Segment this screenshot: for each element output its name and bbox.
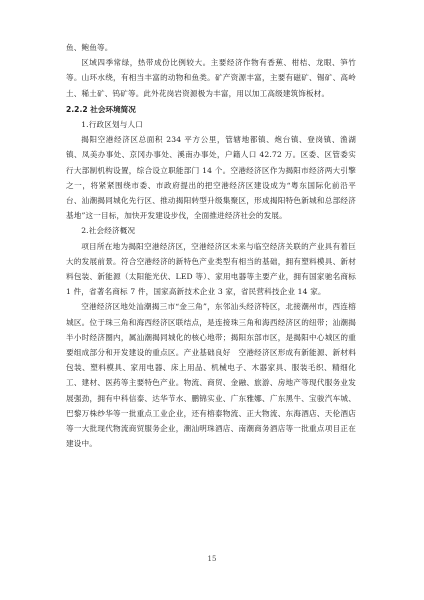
paragraph-administrative-division: 揭阳空港经济区总面积 234 平方公里，管辖地都镇、炮台镇、登岗镇、渔湖镇、凤美办事处、京冈办事处、溪南办事处，户籍人口 42.72 万。区委、区管委实行大部制机构设置，综合设立职能部门 14 个。空港经济区作为揭阳市经济两大引擎之一，将紧紧围绕市委、市政府提出的把空港经济区建设成为“粤东国际化前沿平台、汕潮揭同城化先行区、推动揭阳转型升级集聚区，形成揭阳特色新城和总部经济基地”这一目标，加快开发建设步伐，全面推进经济社会的发展。 xyxy=(66,135,356,221)
page-content xyxy=(66,40,356,451)
subheading-administrative-division: 1.行政区划与人口 xyxy=(81,120,143,130)
paragraph-industry-foundation: 项目所在地为揭阳空港经济区，空港经济区未来与临空经济关联的产业具有着巨大的发展前景。符合空港经济的新特色产业类型有相当的基础，拥有塑料模具、新材料包装、新能源（太阳能光伏、LED 等）、家用电器等主要产业，拥有国家驰名商标 1 件，省著名商标 7 件，国家高新技术企业 3 家，省民营科技企业 14 家。 xyxy=(66,241,356,297)
section-heading-social-environment: 2.2.2 社会环境简况 xyxy=(66,104,136,114)
paragraph-location-industry: 空港经济区地处汕潮揭三市“金三角”，东邻汕头经济特区，北接潮州市，西连榕城区。位于珠三角和海西经济区联结点，是连接珠三角和海西经济区的纽带；汕潮揭半小时经济圈内，属汕潮揭同城化的核心地带；揭阳东部市区，是揭阳中心城区的重要组成部分和开发建设的重点区。产业基础良好 空港经济区形成有新能源、新材料包装、塑料模具、家用电器、床上用品、机械电子、木器家具、服装毛织、精细化工、建材、医药等主要特色产业。物流、商贸、金融、旅游、房地产等现代服务业发展强劲，拥有中科信泰、达华节水、鹏锦实业、广东雅娜、广东黑牛、宝骏汽车城、巴黎万株纱华等一批重点工业企业，还有榕泰物流、正大物流、东海酒店、天伦酒店等一大批现代物流商贸服务企业，潮汕明珠酒店、南潮商务酒店等一批重点项目正在建设中。 xyxy=(66,302,356,449)
paragraph-continuation: 鱼、鲍鱼等。 xyxy=(66,43,113,52)
page-number: 15 xyxy=(207,555,217,563)
paragraph-climate-resources: 区域四季常绿，热带成份比例较大。主要经济作物有香蕉、柑桔、龙眼、笋竹等。山环水绕，有相当丰富的动物和鱼类。矿产资源丰富，主要有磁矿、锡矿、高岭土、稀土矿、钨矿等。此外花岗岩资源极为丰富，用以加工高级建筑饰板材。 xyxy=(66,58,356,98)
subheading-social-economy: 2.社会经济概况 xyxy=(81,226,136,236)
